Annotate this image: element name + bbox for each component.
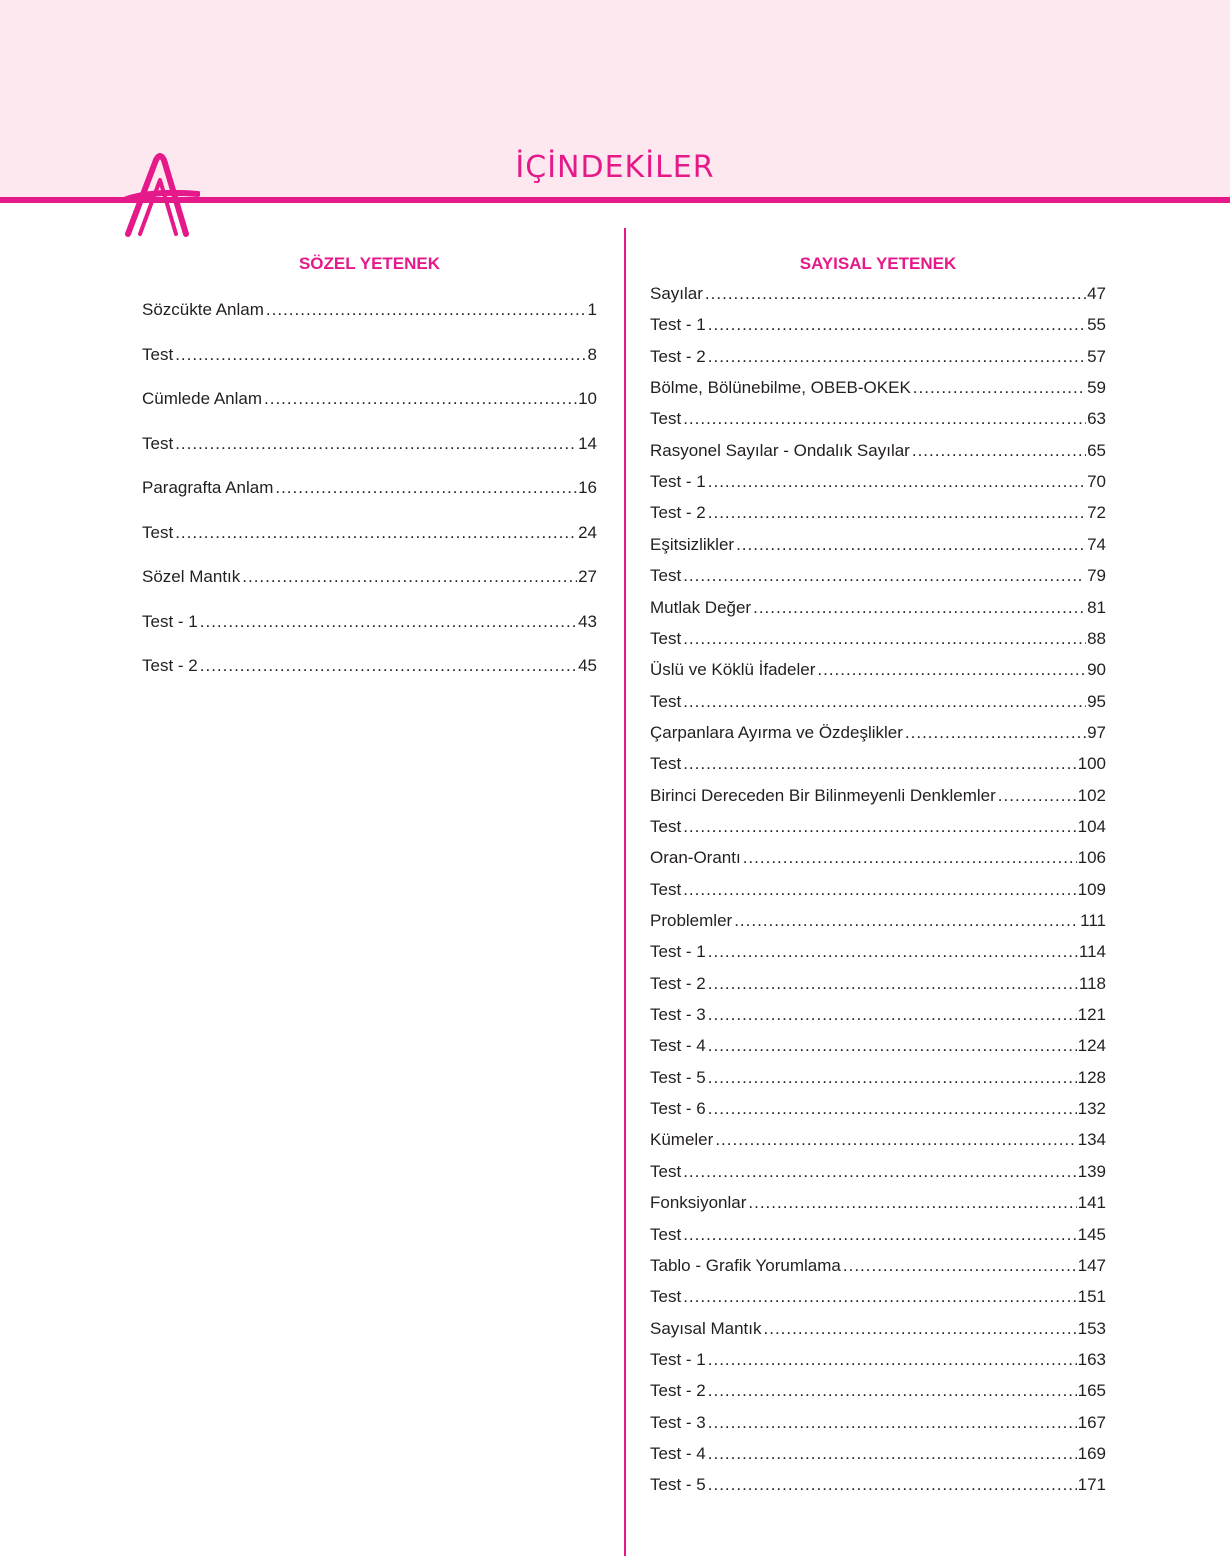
toc-entry-label: Kümeler bbox=[650, 1130, 714, 1150]
toc-dot-leader bbox=[708, 1381, 1077, 1401]
toc-entry[interactable] bbox=[142, 656, 597, 676]
toc-entry[interactable] bbox=[650, 598, 1106, 618]
toc-dot-leader bbox=[175, 523, 577, 543]
toc-entry-page-number: 10 bbox=[578, 389, 597, 408]
toc-dot-leader bbox=[708, 347, 1086, 367]
toc-entry-label: Test - 6 bbox=[650, 1099, 706, 1119]
toc-dot-leader bbox=[683, 754, 1076, 774]
toc-dot-leader bbox=[266, 300, 587, 320]
toc-entry-label: Problemler bbox=[650, 911, 733, 930]
toc-entry-label: Üslü ve Köklü İfadeler bbox=[650, 660, 816, 680]
sozel-toc-list bbox=[142, 300, 597, 680]
toc-entry-page-number: 95 bbox=[1087, 691, 1106, 711]
toc-entry-label: Test - 2 bbox=[650, 503, 706, 523]
toc-entry[interactable] bbox=[650, 848, 1106, 868]
toc-dot-leader bbox=[843, 1256, 1077, 1276]
toc-dot-leader bbox=[683, 817, 1076, 837]
toc-entry-label: Test - 3 bbox=[650, 1412, 706, 1432]
toc-entry-page-number: 163 bbox=[1077, 1349, 1106, 1369]
toc-entry[interactable] bbox=[650, 1256, 1106, 1276]
toc-entry[interactable] bbox=[650, 1444, 1106, 1464]
toc-entry-label: Test - 2 bbox=[650, 346, 706, 366]
toc-dot-leader bbox=[708, 503, 1086, 523]
toc-entry[interactable] bbox=[650, 472, 1106, 492]
toc-dot-leader bbox=[683, 1162, 1076, 1182]
toc-entry-page-number: 147 bbox=[1077, 1255, 1106, 1275]
toc-entry-page-number: 102 bbox=[1077, 785, 1106, 805]
toc-dot-leader bbox=[242, 567, 577, 587]
toc-entry[interactable] bbox=[650, 535, 1106, 555]
toc-entry-page-number: 104 bbox=[1077, 816, 1106, 836]
toc-entry[interactable] bbox=[650, 942, 1106, 962]
toc-entry-page-number: 65 bbox=[1087, 440, 1106, 460]
toc-dot-leader bbox=[708, 974, 1078, 994]
column-divider bbox=[624, 228, 626, 1556]
toc-entry[interactable] bbox=[650, 347, 1106, 367]
toc-entry-page-number: 8 bbox=[587, 344, 597, 364]
toc-entry[interactable] bbox=[650, 754, 1106, 774]
toc-entry-label: Test bbox=[650, 754, 682, 774]
toc-entry-label: Rasyonel Sayılar - Ondalık Sayılar bbox=[650, 440, 910, 460]
toc-entry[interactable] bbox=[650, 1319, 1106, 1339]
toc-entry[interactable] bbox=[650, 441, 1106, 461]
toc-entry[interactable] bbox=[650, 1381, 1106, 1401]
toc-dot-leader bbox=[708, 1413, 1077, 1433]
toc-entry-page-number: 118 bbox=[1078, 973, 1106, 993]
toc-entry[interactable] bbox=[650, 1350, 1106, 1370]
toc-entry-page-number: 171 bbox=[1077, 1475, 1106, 1495]
toc-entry[interactable] bbox=[650, 1099, 1106, 1119]
toc-entry-page-number: 128 bbox=[1077, 1067, 1106, 1087]
toc-entry-label: Birinci Dereceden Bir Bilinmeyenli Denklemler bbox=[650, 785, 996, 805]
toc-entry[interactable] bbox=[650, 284, 1106, 304]
toc-entry-page-number: 57 bbox=[1087, 346, 1106, 366]
toc-entry-page-number: 111 bbox=[1080, 911, 1106, 930]
toc-entry-label: Test bbox=[650, 816, 682, 836]
toc-entry-page-number: 134 bbox=[1077, 1130, 1106, 1150]
toc-dot-leader bbox=[683, 692, 1086, 712]
toc-entry-label: Tablo - Grafik Yorumlama bbox=[650, 1255, 841, 1275]
toc-entry[interactable] bbox=[650, 660, 1106, 680]
toc-entry[interactable] bbox=[142, 345, 597, 365]
toc-dot-leader bbox=[905, 723, 1086, 743]
toc-entry[interactable] bbox=[650, 880, 1106, 900]
toc-entry[interactable] bbox=[650, 1287, 1106, 1307]
toc-entry-page-number: 59 bbox=[1087, 378, 1106, 398]
toc-entry-page-number: 90 bbox=[1087, 660, 1106, 680]
toc-entry-page-number: 63 bbox=[1087, 409, 1106, 429]
toc-entry-page-number: 14 bbox=[578, 433, 597, 453]
toc-entry[interactable] bbox=[142, 389, 597, 409]
toc-dot-leader bbox=[736, 535, 1086, 555]
toc-entry-page-number: 132 bbox=[1077, 1099, 1106, 1119]
page-title: İÇİNDEKİLER bbox=[515, 150, 715, 185]
toc-entry-label: Test bbox=[650, 1161, 682, 1181]
toc-entry-label: Eşitsizlikler bbox=[650, 534, 735, 554]
toc-dot-leader bbox=[708, 1475, 1077, 1495]
toc-entry[interactable] bbox=[650, 1193, 1106, 1213]
toc-entry-page-number: 45 bbox=[578, 656, 597, 675]
toc-entry[interactable] bbox=[142, 523, 597, 543]
toc-entry-page-number: 151 bbox=[1077, 1287, 1106, 1307]
toc-entry[interactable] bbox=[142, 612, 597, 632]
toc-dot-leader bbox=[748, 1193, 1076, 1213]
toc-entry[interactable] bbox=[650, 1068, 1106, 1088]
toc-entry-label: Test - 5 bbox=[650, 1067, 706, 1087]
toc-entry-page-number: 88 bbox=[1087, 628, 1106, 648]
toc-entry-label: Test - 1 bbox=[142, 611, 198, 631]
toc-entry-label: Bölme, Bölünebilme, OBEB-OKEK bbox=[650, 378, 911, 398]
toc-entry-label: Test bbox=[650, 566, 682, 586]
toc-entry-label: Test - 4 bbox=[650, 1036, 706, 1056]
toc-entry-label: Mutlak Değer bbox=[650, 597, 752, 617]
toc-entry-page-number: 97 bbox=[1087, 722, 1106, 742]
toc-entry-label: Test bbox=[650, 1224, 682, 1244]
toc-entry-label: Test - 2 bbox=[650, 1381, 706, 1401]
toc-dot-leader bbox=[753, 598, 1086, 618]
toc-entry[interactable] bbox=[650, 1162, 1106, 1182]
toc-entry[interactable] bbox=[142, 434, 597, 454]
toc-entry-label: Test bbox=[142, 344, 174, 364]
toc-entry-label: Sayılar bbox=[650, 284, 703, 303]
toc-entry[interactable] bbox=[650, 566, 1106, 586]
toc-entry[interactable] bbox=[650, 974, 1106, 994]
toc-entry-page-number: 72 bbox=[1087, 503, 1106, 523]
toc-dot-leader bbox=[175, 434, 577, 454]
toc-dot-leader bbox=[708, 942, 1078, 962]
toc-dot-leader bbox=[708, 315, 1086, 335]
toc-dot-leader bbox=[715, 1130, 1076, 1150]
toc-dot-leader bbox=[817, 660, 1086, 680]
toc-entry-label: Çarpanlara Ayırma ve Özdeşlikler bbox=[650, 722, 903, 742]
toc-entry-page-number: 153 bbox=[1077, 1318, 1106, 1338]
toc-entry-page-number: 43 bbox=[578, 611, 597, 631]
toc-entry-label: Paragrafta Anlam bbox=[142, 478, 274, 497]
toc-dot-leader bbox=[708, 1099, 1077, 1119]
toc-dot-leader bbox=[683, 1287, 1076, 1307]
toc-entry-page-number: 121 bbox=[1077, 1005, 1106, 1025]
toc-entry-page-number: 16 bbox=[578, 478, 597, 497]
toc-entry-page-number: 139 bbox=[1077, 1161, 1106, 1181]
toc-dot-leader bbox=[708, 1350, 1077, 1370]
toc-entry-page-number: 109 bbox=[1077, 879, 1106, 899]
toc-dot-leader bbox=[175, 345, 586, 365]
toc-dot-leader bbox=[913, 378, 1086, 398]
toc-entry[interactable] bbox=[142, 300, 597, 320]
toc-entry-label: Test - 1 bbox=[650, 472, 706, 492]
toc-entry-label: Test - 2 bbox=[142, 656, 198, 675]
toc-entry-page-number: 114 bbox=[1078, 942, 1106, 962]
toc-entry-page-number: 169 bbox=[1077, 1443, 1106, 1463]
toc-entry-page-number: 145 bbox=[1077, 1224, 1106, 1244]
toc-entry[interactable] bbox=[650, 1225, 1106, 1245]
toc-entry[interactable] bbox=[650, 1130, 1106, 1150]
toc-entry[interactable] bbox=[650, 786, 1106, 806]
toc-entry-page-number: 100 bbox=[1077, 754, 1106, 774]
toc-entry-label: Sözel Mantık bbox=[142, 567, 241, 586]
toc-entry-label: Test bbox=[650, 628, 682, 648]
toc-entry[interactable] bbox=[650, 1036, 1106, 1056]
toc-dot-leader bbox=[734, 911, 1079, 931]
section-title-sozel: SÖZEL YETENEK bbox=[298, 254, 441, 273]
toc-entry-label: Test - 1 bbox=[650, 315, 706, 335]
toc-entry-page-number: 165 bbox=[1077, 1381, 1106, 1401]
toc-entry-label: Test - 4 bbox=[650, 1443, 706, 1463]
toc-entry[interactable] bbox=[650, 503, 1106, 523]
toc-entry-label: Sayısal Mantık bbox=[650, 1318, 762, 1338]
toc-entry[interactable] bbox=[650, 723, 1106, 743]
toc-dot-leader bbox=[705, 284, 1086, 304]
toc-dot-leader bbox=[998, 786, 1077, 806]
toc-entry-page-number: 55 bbox=[1087, 315, 1106, 335]
toc-entry-label: Oran-Orantı bbox=[650, 848, 741, 868]
sayisal-toc-list bbox=[650, 284, 1106, 1504]
toc-entry-page-number: 27 bbox=[578, 567, 597, 586]
toc-entry-label: Test - 5 bbox=[650, 1475, 706, 1495]
toc-entry-page-number: . 79 bbox=[1077, 566, 1106, 586]
toc-entry[interactable] bbox=[650, 911, 1106, 931]
toc-dot-leader bbox=[708, 1036, 1077, 1056]
toc-entry-label: Test bbox=[650, 879, 682, 899]
toc-entry-label: Test - 1 bbox=[650, 1349, 706, 1369]
toc-entry[interactable] bbox=[650, 378, 1106, 398]
section-title-sayisal: SAYISAL YETENEK bbox=[799, 254, 957, 273]
toc-entry-page-number: 124 bbox=[1077, 1036, 1106, 1056]
toc-entry-label: Cümlede Anlam bbox=[142, 389, 263, 408]
toc-dot-leader bbox=[264, 389, 577, 409]
toc-entry[interactable] bbox=[650, 817, 1106, 837]
toc-entry[interactable] bbox=[650, 692, 1106, 712]
toc-dot-leader bbox=[708, 1444, 1077, 1464]
toc-dot-leader bbox=[683, 1225, 1076, 1245]
toc-entry[interactable] bbox=[650, 1005, 1106, 1025]
toc-entry-page-number: 141 bbox=[1077, 1193, 1106, 1213]
toc-entry-page-number: 167 bbox=[1077, 1412, 1106, 1432]
toc-entry-page-number: 74 bbox=[1087, 534, 1106, 554]
toc-entry-label: Test bbox=[142, 522, 174, 542]
toc-dot-leader bbox=[708, 1005, 1077, 1025]
toc-entry-label: Sözcükte Anlam bbox=[142, 300, 264, 319]
toc-dot-leader bbox=[200, 656, 577, 676]
toc-entry-label: Fonksiyonlar bbox=[650, 1193, 747, 1213]
toc-dot-leader bbox=[708, 1068, 1077, 1088]
toc-entry-label: Test - 2 bbox=[650, 973, 706, 993]
toc-entry[interactable] bbox=[650, 315, 1106, 335]
toc-dot-leader bbox=[764, 1319, 1077, 1339]
toc-entry-page-number: 70 bbox=[1087, 472, 1106, 492]
toc-dot-leader bbox=[708, 472, 1086, 492]
toc-dot-leader bbox=[200, 612, 577, 632]
toc-dot-leader bbox=[683, 409, 1086, 429]
toc-dot-leader bbox=[683, 566, 1076, 586]
toc-dot-leader bbox=[683, 629, 1086, 649]
toc-dot-leader bbox=[683, 880, 1076, 900]
toc-entry-label: Test bbox=[650, 691, 682, 711]
toc-entry[interactable] bbox=[650, 1413, 1106, 1433]
toc-entry-label: Test bbox=[650, 1287, 682, 1307]
toc-entry-label: Test bbox=[142, 433, 174, 453]
toc-entry[interactable] bbox=[650, 1475, 1106, 1495]
toc-entry[interactable] bbox=[142, 567, 597, 587]
toc-entry-label: Test - 3 bbox=[650, 1005, 706, 1025]
toc-dot-leader bbox=[743, 848, 1077, 868]
toc-entry-page-number: 47 bbox=[1087, 284, 1106, 303]
toc-entry-page-number: 81 bbox=[1087, 597, 1106, 617]
toc-dot-leader bbox=[912, 441, 1086, 461]
toc-entry-page-number: 24 bbox=[578, 522, 597, 542]
toc-entry-page-number: 106 bbox=[1077, 848, 1106, 868]
toc-dot-leader bbox=[275, 478, 577, 498]
toc-entry-page-number: 1 bbox=[587, 300, 597, 319]
toc-entry[interactable] bbox=[650, 629, 1106, 649]
toc-entry-label: Test bbox=[650, 409, 682, 429]
toc-entry[interactable] bbox=[650, 409, 1106, 429]
toc-entry-label: Test - 1 bbox=[650, 942, 706, 962]
toc-entry[interactable] bbox=[142, 478, 597, 498]
